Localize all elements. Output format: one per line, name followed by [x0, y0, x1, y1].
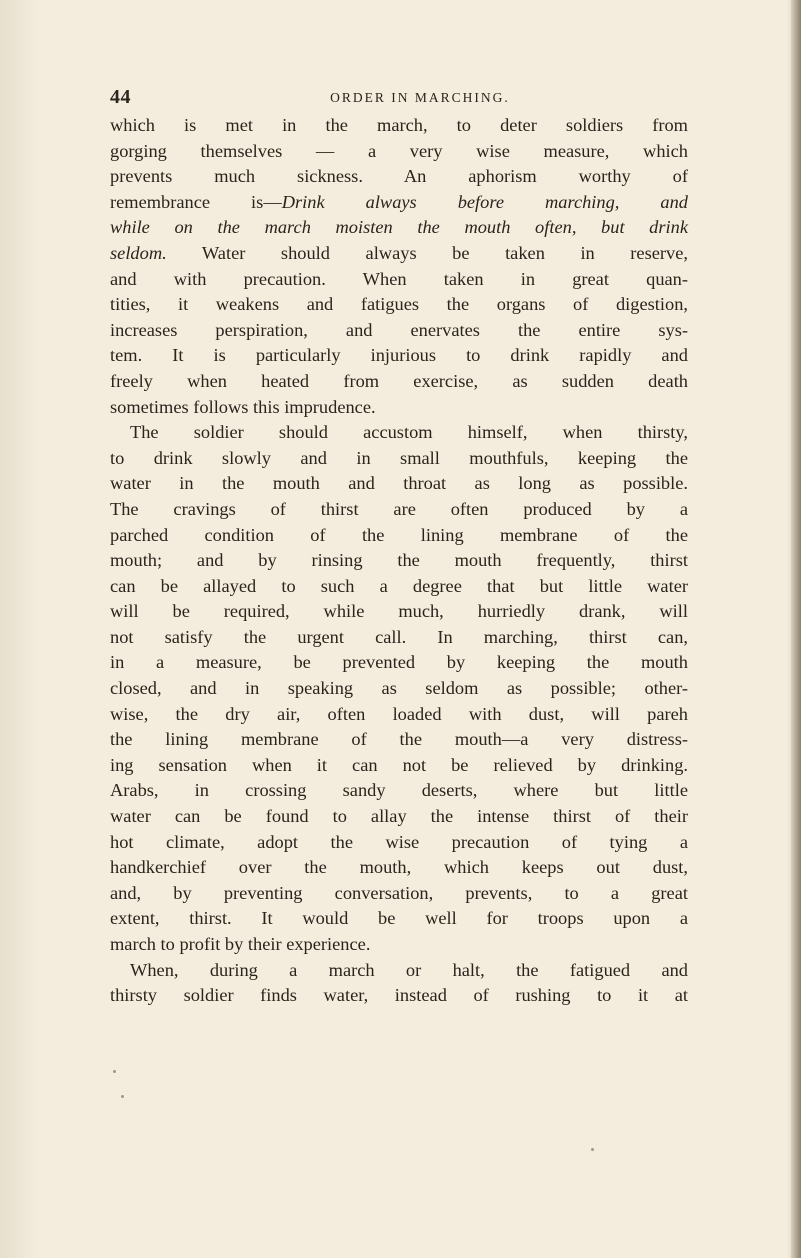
body-text — [110, 113, 688, 1009]
print-speck — [121, 1095, 124, 1098]
text-line: wise, the dry air, often loaded with dust, will pareh — [110, 703, 688, 724]
page-header — [110, 86, 690, 110]
text-line: thirsty soldier finds water, instead of rushing to it at — [110, 985, 688, 1006]
text-line: freely when heated from exercise, as sudden death — [110, 370, 688, 391]
text-line: march to profit by their experience. — [110, 934, 371, 954]
text-line: hot climate, adopt the wise precaution of tying a — [110, 831, 688, 852]
running-title: ORDER IN MARCHING. — [330, 90, 510, 105]
page-number: 44 — [110, 86, 131, 108]
text-line: handkerchief over the mouth, which keeps out dust, — [110, 857, 688, 878]
text-line: in a measure, be prevented by keeping the mouth — [110, 652, 688, 673]
text-line: not satisfy the urgent call. In marching, thirst can, — [110, 626, 688, 647]
print-speck — [591, 1148, 594, 1151]
aphorism-italic: Drink always before marching, and — [281, 191, 688, 212]
text-line: water in the mouth and throat as long as possible. — [110, 473, 688, 494]
text-line-mixed — [110, 190, 688, 216]
text-line: parched condition of the lining membrane of the — [110, 524, 688, 545]
text-line: sometimes follows this imprudence. — [110, 396, 376, 417]
text-line: tem. It is particularly injurious to drink rapidly and — [110, 345, 688, 366]
text-line: extent, thirst. It would be well for troops upon a — [110, 908, 688, 929]
text-segment: Water should always be taken in reserve, — [166, 242, 688, 263]
text-line: will be required, while much, hurriedly drank, will — [110, 601, 688, 622]
print-speck — [113, 1070, 116, 1073]
text-segment: remembrance is— — [110, 191, 282, 212]
text-line: can be allayed to such a degree that but little water — [110, 575, 688, 596]
text-line: mouth; and by rinsing the mouth frequently, thirst — [110, 550, 688, 571]
text-line: tities, it weakens and fatigues the organs of digestion, — [110, 294, 688, 315]
text-line: ing sensation when it can not be relieved by drinking. — [110, 754, 688, 775]
page-binding-edge — [791, 0, 801, 1258]
aphorism-italic-line: while on the march moisten the mouth often, but drink — [110, 217, 688, 238]
text-line: to drink slowly and in small mouthfuls, keeping the — [110, 447, 688, 468]
text-line: and, by preventing conversation, prevents, to a great — [110, 882, 688, 903]
paragraph-start-line: When, during a march or halt, the fatigued and — [130, 959, 688, 980]
text-line: gorging themselves — a very wise measure, which — [110, 140, 688, 161]
text-line-mixed — [110, 241, 688, 267]
paragraph-start-line: The soldier should accustom himself, when thirsty, — [130, 422, 688, 443]
text-line: which is met in the march, to deter soldiers from — [110, 115, 688, 135]
text-line: prevents much sickness. An aphorism worthy of — [110, 166, 688, 187]
aphorism-italic-end: seldom. — [110, 242, 167, 263]
text-line: and with precaution. When taken in great quan- — [110, 268, 688, 289]
text-line: increases perspiration, and enervates the entire sys- — [110, 319, 688, 340]
text-line: closed, and in speaking as seldom as possible; other- — [110, 678, 688, 699]
text-line: The cravings of thirst are often produced by a — [110, 498, 688, 519]
text-line: Arabs, in crossing sandy deserts, where but little — [110, 780, 688, 801]
text-line: the lining membrane of the mouth—a very distress- — [110, 729, 688, 750]
text-line: water can be found to allay the intense thirst of their — [110, 806, 688, 827]
